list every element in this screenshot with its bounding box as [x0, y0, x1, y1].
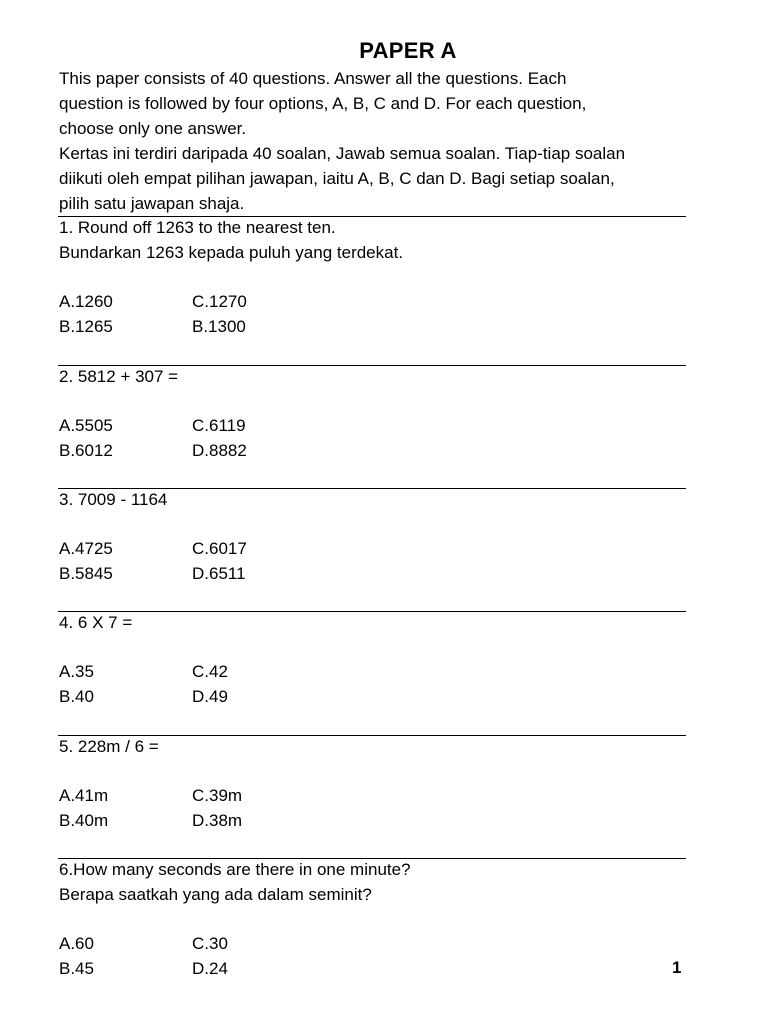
option-c: C.6017 [192, 538, 247, 558]
option-c: C.1270 [192, 291, 247, 311]
question-text: 6.How many seconds are there in one minute? [59, 860, 411, 879]
option-d: B.1300 [192, 316, 246, 336]
instruction-line: question is followed by four options, A, B, C and D. For each question, [59, 93, 587, 113]
option-c: C.42 [192, 661, 228, 681]
instruction-line: This paper consists of 40 questions. Answer all the questions. Each [59, 69, 567, 88]
option-b: B.5845 [59, 563, 113, 583]
paper-title: PAPER A [359, 38, 457, 63]
instruction-line: pilih satu jawapan shaja. [59, 193, 245, 213]
instruction-line: diikuti oleh empat pilihan jawapan, iaitu A, B, C dan D. Bagi setiap soalan, [59, 168, 615, 188]
question-2 [59, 365, 689, 464]
option-d: D.6511 [192, 563, 246, 583]
option-b: B.40m [59, 810, 109, 830]
options [59, 537, 689, 587]
options [59, 290, 689, 340]
question-1 [59, 216, 689, 340]
option-d: D.38m [192, 810, 243, 830]
question-text-translation: Berapa saatkah yang ada dalam seminit? [59, 884, 372, 904]
option-c: C.30 [192, 933, 228, 953]
option-d: D.24 [192, 958, 228, 978]
option-a: A.60 [59, 933, 94, 953]
options [59, 414, 689, 464]
question-6 [59, 858, 689, 982]
question-5 [59, 735, 689, 834]
question-text: 5. 228m / 6 = [59, 737, 159, 756]
question-4 [59, 611, 689, 710]
page-number: 1 [672, 958, 682, 977]
options [59, 932, 689, 982]
question-text-translation: Bundarkan 1263 kepada puluh yang terdekat. [59, 242, 404, 262]
option-a: A.1260 [59, 291, 113, 311]
question-3 [59, 488, 689, 587]
instruction-line: Kertas ini terdiri daripada 40 soalan, Jawab semua soalan. Tiap-tiap soalan [59, 143, 626, 163]
options [59, 660, 689, 710]
option-a: A.35 [59, 661, 94, 681]
option-b: B.40 [59, 686, 94, 706]
option-d: D.8882 [192, 440, 247, 460]
question-text: 4. 6 X 7 = [59, 613, 133, 632]
option-b: B.1265 [59, 316, 113, 336]
instruction-line: choose only one answer. [59, 118, 247, 138]
option-b: B.45 [59, 958, 94, 978]
option-c: C.6119 [192, 415, 246, 435]
option-b: B.6012 [59, 440, 113, 460]
question-text: 3. 7009 - 1164 [59, 490, 168, 509]
option-a: A.41m [59, 785, 109, 805]
question-text: 2. 5812 + 307 = [59, 367, 179, 386]
option-d: D.49 [192, 686, 228, 706]
option-c: C.39m [192, 785, 243, 805]
option-a: A.5505 [59, 415, 113, 435]
question-text: 1. Round off 1263 to the nearest ten. [59, 218, 336, 237]
instructions [59, 67, 699, 216]
options [59, 784, 689, 834]
option-a: A.4725 [59, 538, 113, 558]
